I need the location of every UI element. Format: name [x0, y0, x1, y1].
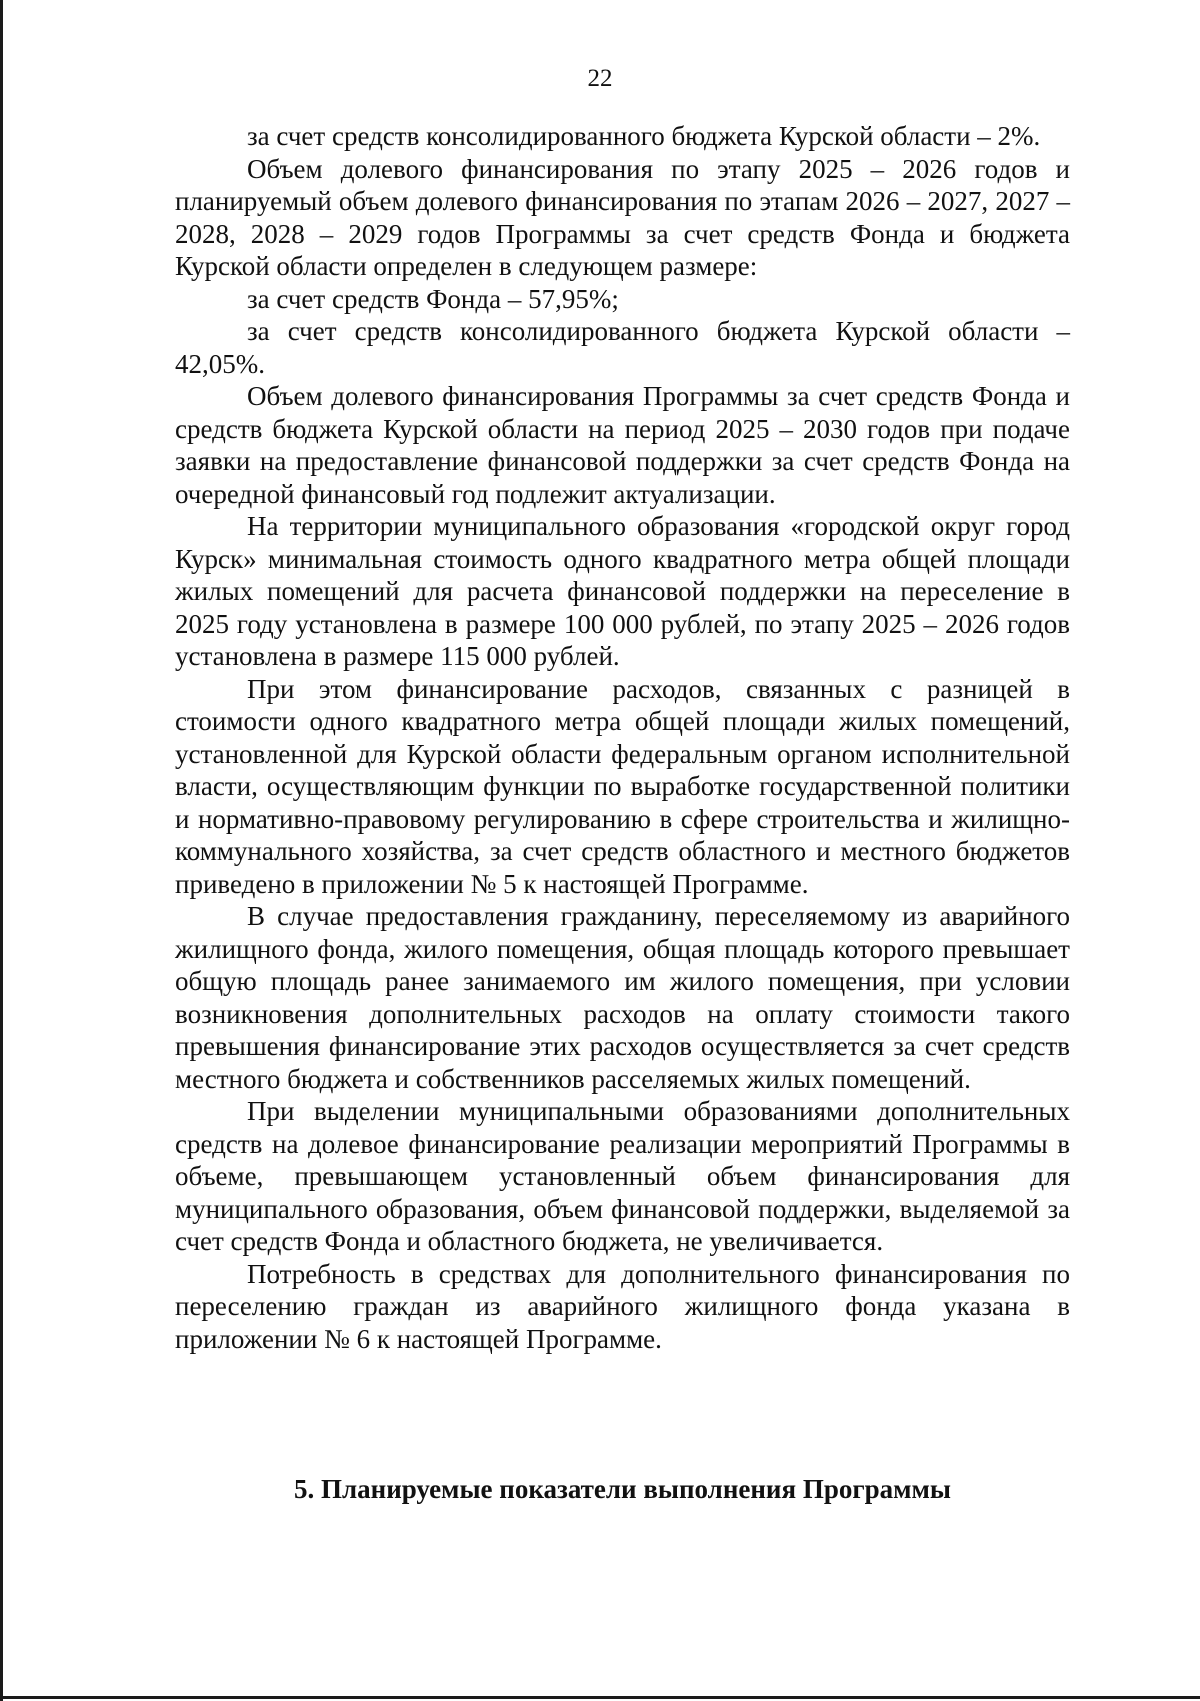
- paragraph: за счет средств консолидированного бюджета Курской области – 42,05%.: [175, 316, 1070, 379]
- paragraph: При выделении муниципальными образованиями дополнительных средств на долевое финансирование реализации мероприятий Программы в объеме, превышающем установленный объем финансирования для муниципального образования, объем финансовой поддержки, выделяемой за счет средств Фонда и областного бюджета, не увеличивается.: [175, 1096, 1070, 1256]
- paragraph: Объем долевого финансирования Программы за счет средств Фонда и средств бюджета Курской области на период 2025 – 2030 годов при подаче заявки на предоставление финансовой поддержки за счет средств Фонда на очередной финансовый год подлежит актуализации.: [175, 381, 1070, 509]
- paragraph: Потребность в средствах для дополнительного финансирования по переселению граждан из аварийного жилищного фонда указана в приложении № 6 к настоящей Программе.: [175, 1258, 1070, 1354]
- page-number: 22: [587, 65, 613, 92]
- paragraph: При этом финансирование расходов, связанных с разницей в стоимости одного квадратного метра общей площади жилых помещений, установленной для Курской области федеральным органом исполнительной власти, осуществляющим функции по выработке государственной политики и нормативно-правовому регулированию в сфере строительства и жилищно-коммунального хозяйства, за счет средств областного и местного бюджетов приведено в приложении № 5 к настоящей Программе.: [175, 673, 1070, 899]
- document-body: [175, 120, 1070, 1355]
- paragraph: На территории муниципального образования «городской округ город Курск» минимальная стоимость одного квадратного метра общей площади жилых помещений для расчета финансовой поддержки на переселение в 2025 году установлена в размере 100 000 рублей, по этапу 2025 – 2026 годов установлена в размере 115 000 рублей.: [175, 511, 1070, 671]
- paragraph: за счет средств консолидированного бюджета Курской области – 2%.: [247, 121, 1041, 151]
- section-heading: 5. Планируемые показатели выполнения Программы: [293, 1474, 952, 1504]
- paragraph: Объем долевого финансирования по этапу 2025 – 2026 годов и планируемый объем долевого финансирования по этапам 2026 – 2027, 2027 – 2028, 2028 – 2029 годов Программы за счет средств Фонда и бюджета Курской области определен в следующем размере:: [175, 153, 1070, 281]
- paragraph: за счет средств Фонда – 57,95%;: [247, 283, 619, 314]
- paragraph: В случае предоставления гражданину, переселяемому из аварийного жилищного фонда, жилого помещения, общая площадь которого превышает общую площадь ранее занимаемого им жилого помещения, при условии возникновения дополнительных расходов на оплату стоимости такого превышения финансирование этих расходов осуществляется за счет средств местного бюджета и собственников расселяемых жилых помещений.: [175, 901, 1070, 1094]
- scan-border-left: [0, 0, 3, 1701]
- scan-border-bottom: [0, 1696, 1200, 1699]
